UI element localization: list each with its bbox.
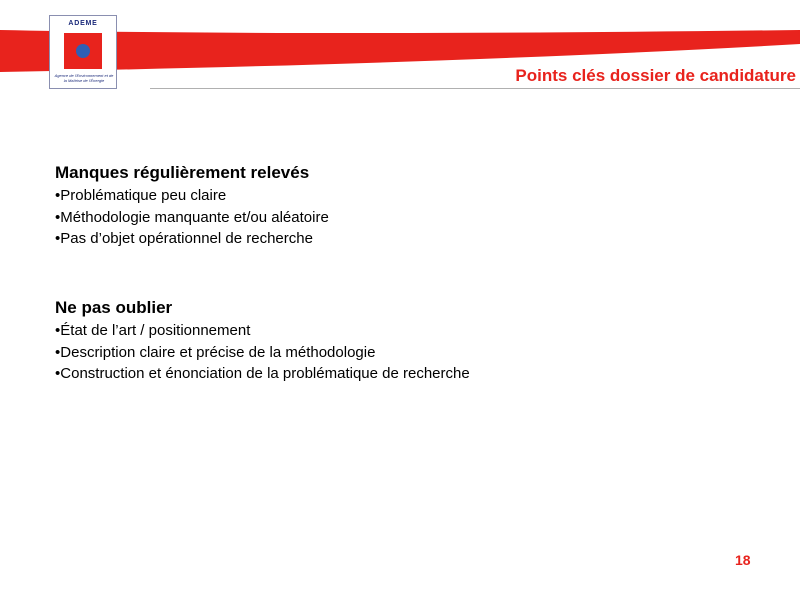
logo-subtitle: Agence de l'Environnement et de la Maîtrise de l'Énergie	[54, 73, 114, 83]
list-item: • Construction et énonciation de la problématique de recherche	[55, 363, 470, 385]
section-heading: Ne pas oublier	[55, 298, 173, 317]
list-item: • Pas d’objet opérationnel de recherche	[55, 228, 329, 250]
bullet-list	[55, 185, 329, 250]
page-number: 18	[735, 552, 751, 568]
logo-emblem	[64, 33, 102, 69]
list-item: • État de l’art / positionnement	[55, 320, 470, 342]
section-do-not-forget	[55, 297, 470, 385]
section-heading: Manques régulièrement relevés	[55, 163, 310, 182]
list-item: • Description claire et précise de la méthodologie	[55, 342, 470, 364]
list-item: • Méthodologie manquante et/ou aléatoire	[55, 207, 329, 229]
globe-icon	[76, 44, 90, 58]
slide-title: Points clés dossier de candidature	[515, 66, 796, 85]
bullet-list	[55, 320, 470, 385]
logo-name: ADEME	[68, 20, 98, 27]
section-recurring-gaps	[55, 162, 329, 250]
title-divider	[150, 88, 800, 89]
list-item: • Problématique peu claire	[55, 185, 329, 207]
ademe-logo	[49, 15, 117, 89]
